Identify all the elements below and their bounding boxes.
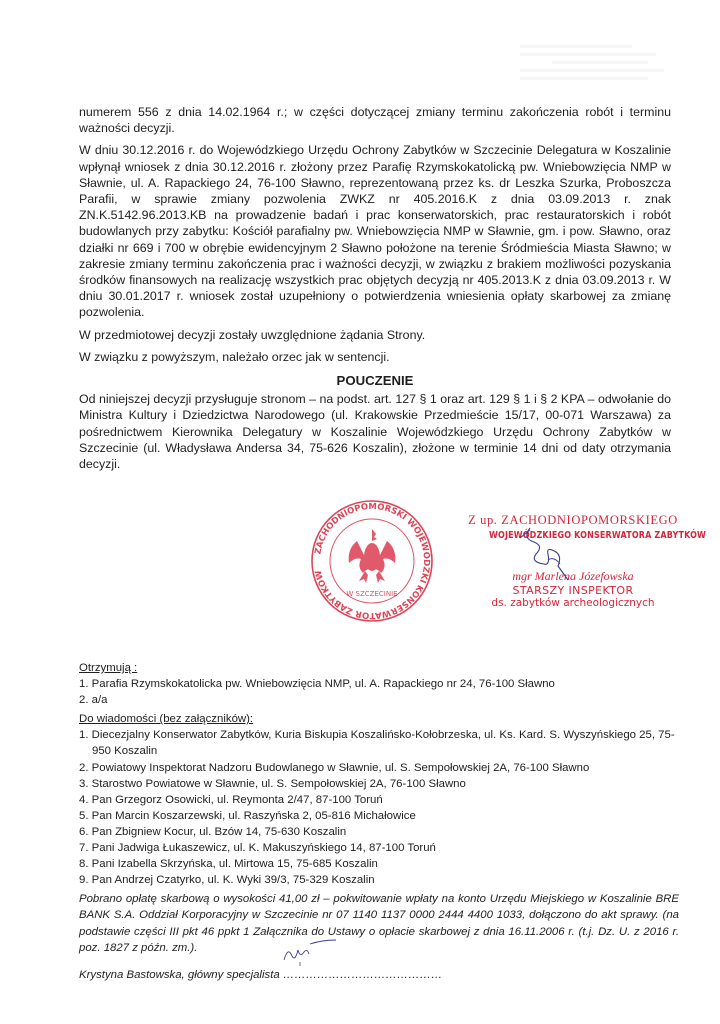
list-item: 3. Starostwo Powiatowe w Sławnie, ul. S. Sempołowskiej 2A, 76-100 Sławno (79, 777, 466, 790)
list-item: 4. Pan Grzegorz Osowicki, ul. Reymonta 2/47, 87-100 Toruń (79, 793, 383, 806)
body-paragraph: numerem 556 z dnia 14.02.1964 r.; w części dotyczącej zmiany terminu zakończenia robót i terminu ważności decyzji. (79, 105, 671, 136)
handwritten-signature (500, 520, 590, 590)
stamp-duty-note: Pobrano opłatę skarbową o wysokości 41,00 zł – pokwitowanie wpłaty na konto Urzędu Miejskiego w Koszalinie BRE BANK S.A. Oddział Korporacyjny w Szczecinie nr 07 1140 1137 0000 2444 4400 1033, dołączono do akt sprawy. (na podstawie części III pkt 46 ppkt 1 Załącznika do Ustawy o opłacie skarbowej z dnia 16.11.2006 r. (t.j. Dz. U. z 2016 r. poz. 1827 z późn. zm.). (79, 893, 679, 954)
list-item: 8. Pani Izabella Skrzyńska, ul. Mirtowa 15, 75-685 Koszalin (79, 858, 378, 871)
document-body (79, 104, 671, 472)
body-paragraph: W przedmiotowej decyzji zostały uwzględnione żądania Strony. (79, 327, 426, 342)
clerk-line: Krystyna Bastowska, główny specjalista …………………………………… (79, 969, 443, 982)
body-paragraph: W dniu 30.12.2016 r. do Wojewódzkiego Urzędu Ochrony Zabytków w Szczecinie Delegatura w Koszalinie wpłynął wniosek z dnia 30.12.2016 r. złożony przez Parafię Rzymskokatolicką pw. Wniebowzięcia NMP w Sławnie, ul. A. Rapackiego 24, 76-100 Sławno, reprezentowaną przez ks. dr Leszka Szurka, Proboszcza Parafii, w sprawie zmiany pozwolenia ZWKZ nr 405.2016.K z dnia 03.09.2013 r. znak ZN.K.5142.96.2013.KB na prowadzenie badań i prac konserwatorskich, prac restauratorskich i robót budowlanych przy zabytku: Kościół parafialny pw. Wniebowzięcia NMP w Sławnie, gm. i pow. Sławno, oraz działki nr 669 i 700 w obrębie ewidencyjnym 2 Sławno położone na terenie Śródmieścia Miasta Sławno; w zakresie zmiany terminu zakończenia prac i ważności decyzji, w związku z brakiem możliwości pozyskania środków finansowych na realizację wszystkich prac objętych decyzją nr 405.2013.K z dnia 03.09.2013 r. W dniu 30.01.2017 r. wniosek został uzupełniony o potwierdzenia wniesienia opłaty skarbowej za zmianę pozwolenia. (79, 143, 671, 320)
bleed-through-text (520, 40, 680, 100)
list-item: 5. Pan Marcin Koszarzewski, ul. Raszyńska 2, 05-816 Michałowice (79, 809, 416, 822)
body-paragraph: W związku z powyższym, należało orzec jak w sentencji. (79, 349, 390, 364)
list-item: 2. Powiatowy Inspektorat Nadzoru Budowlanego w Sławnie, ul. S. Sempołowskiej 2A, 76-100 Sławno (79, 761, 590, 774)
list-item: 7. Pani Jadwiga Łukaszewicz, ul. K. Makuszyńskiego 14, 87-100 Toruń (79, 842, 436, 855)
list-item: 1. Diecezjalny Konserwator Zabytków, Kuria Biskupia Koszalińsko-Kołobrzeska, ul. Ks. Kard. S. Wyszyńskiego 25, 75-950 Koszalin (79, 729, 675, 758)
official-stamp (307, 499, 437, 624)
clerk-initials-signature (280, 936, 340, 966)
list-item: 9. Pan Andrzej Czatyrko, ul. K. Wyki 39/3, 75-329 Koszalin (79, 874, 375, 887)
signature-line-2: WOJEWÓDZKIEGO KONSERWATORA ZABYTKÓW (489, 530, 707, 541)
list-item: 2. a/a (79, 694, 108, 707)
signatory-title: STARSZY INSPEKTOR (512, 584, 634, 597)
recipients-list (79, 676, 679, 708)
distribution-section (79, 660, 679, 983)
recipients-heading: Otrzymują : (79, 662, 138, 674)
stamp-city: W SZCZECINIE (346, 590, 398, 598)
pouczenie-text: Od niniejszej decyzji przysługuje stronom – na podst. art. 127 § 1 oraz art. 129 § 1 i § 2 KPA – odwołanie do Ministra Kultury i Dziedzictwa Narodowego (ul. Krakowskie Przedmieście 15/17, 00-071 Warszawa) za pośrednictwem Kierownika Delegatury w Koszalinie Wojewódzkiego Urzędu Ochrony Zabytków w Szczecinie (ul. Władysława Andersa 34, 75-626 Koszalin), złożone w terminie 14 dni od daty otrzymania decyzji. (79, 392, 671, 472)
signature-line-1: Z up. ZACHODNIOPOMORSKIEGO (468, 513, 678, 527)
stamp-ring-text: ZACHODNIOPOMORSKI WOJEWÓDZKI KONSERWATOR ZABYTKÓW (313, 501, 432, 621)
signatory-name: mgr Marlena Józefowska (512, 569, 634, 583)
list-item: 6. Pan Zbigniew Kocur, ul. Bzów 14, 75-630 Koszalin (79, 825, 347, 838)
eagle-emblem-icon (349, 529, 396, 583)
list-item: 1. Parafia Rzymskokatolicka pw. Wniebowzięcia NMP, ul. A. Rapackiego nr 24, 76-100 Sławno (79, 678, 555, 691)
cc-list (79, 727, 679, 888)
signatory-specialty: ds. zabytków archeologicznych (491, 597, 655, 609)
cc-heading: Do wiadomości (bez załączników): (79, 713, 254, 726)
pouczenie-heading: POUCZENIE (336, 373, 414, 389)
